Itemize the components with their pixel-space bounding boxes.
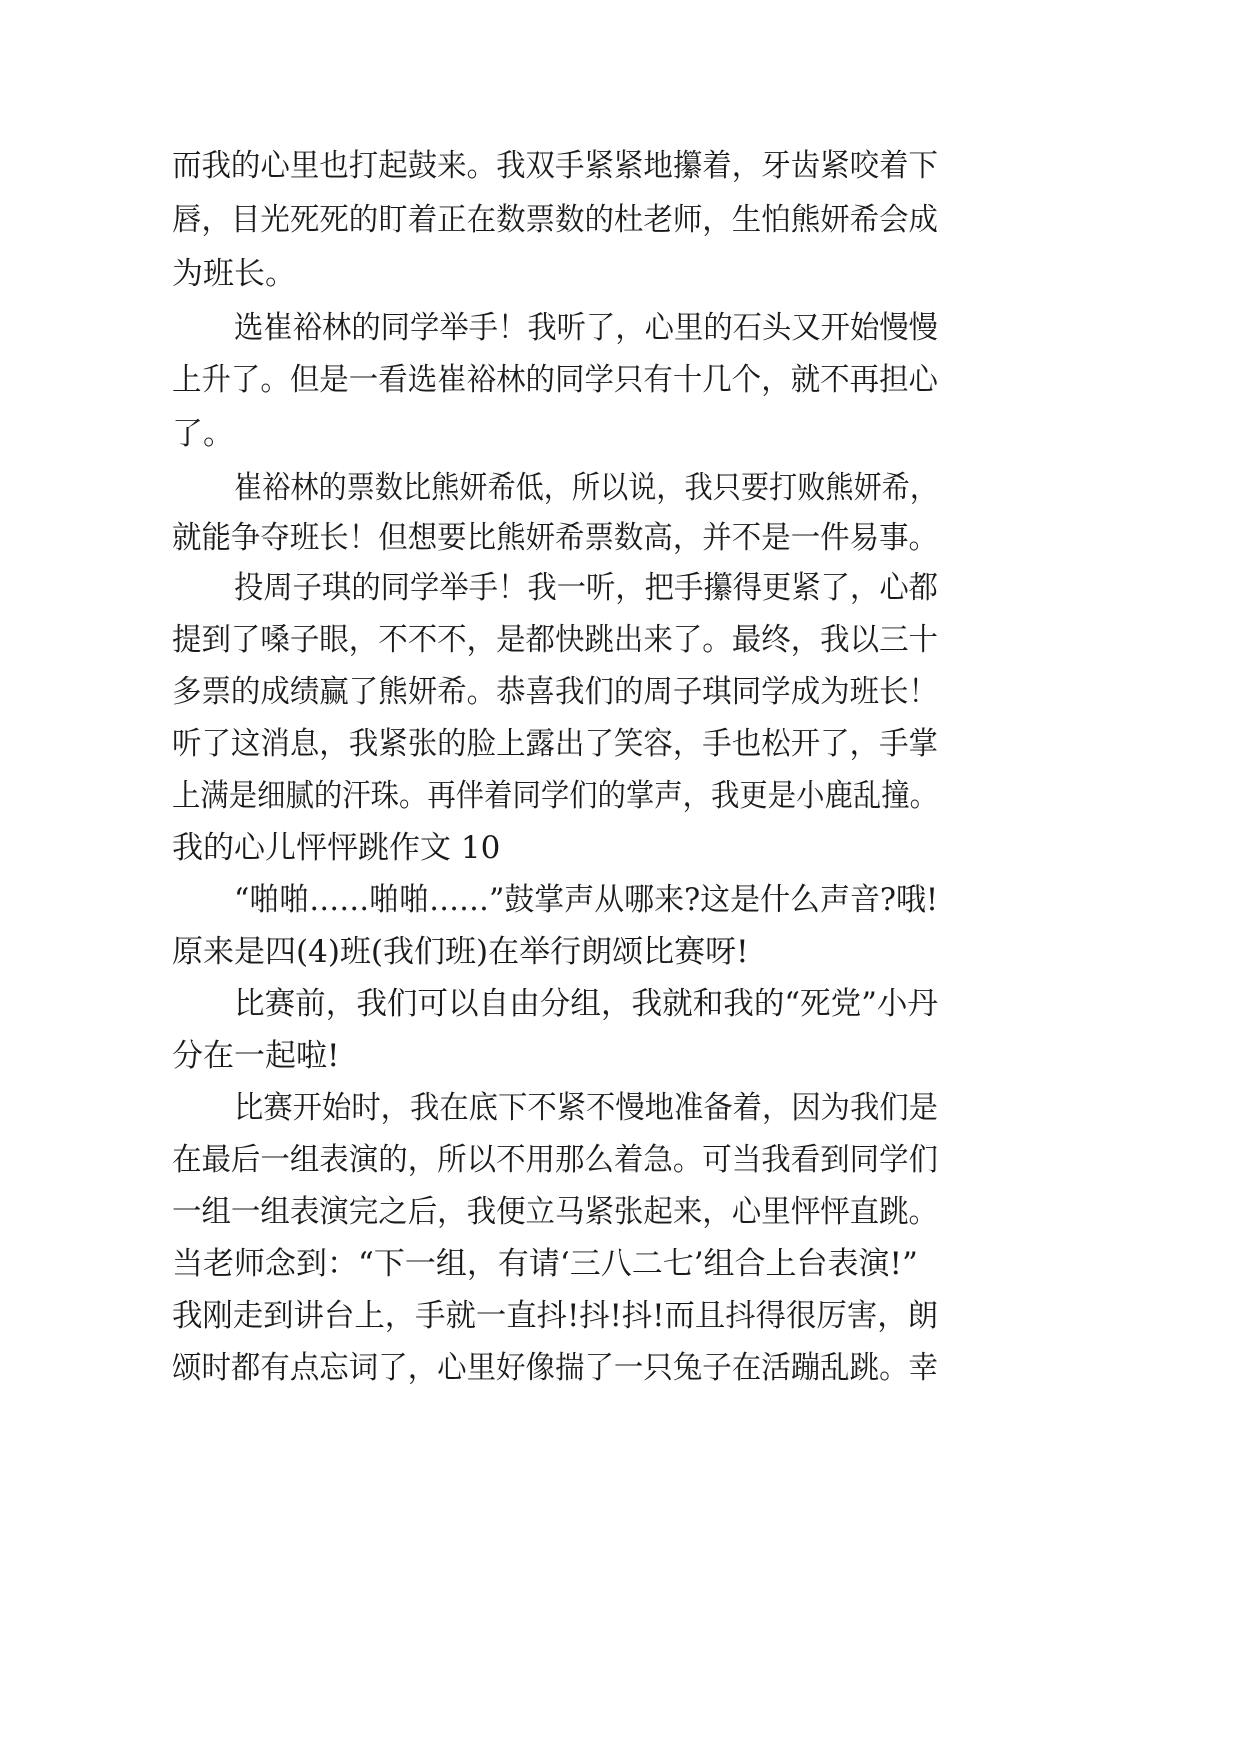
text-line bbox=[0, 194, 1241, 246]
line-text: 比赛前，我们可以自由分组，我就和我的“死党”小丹 bbox=[234, 986, 938, 1022]
text-line bbox=[0, 1290, 1241, 1342]
line-text: 分在一起啦! bbox=[172, 1038, 340, 1074]
text-line bbox=[0, 1238, 1241, 1290]
text-line bbox=[0, 978, 1241, 1030]
text-line bbox=[0, 140, 1241, 192]
line-text: 为班长。 bbox=[172, 256, 296, 292]
line-text: 听了这消息，我紧张的脸上露出了笑容，手也松开了，手掌 bbox=[172, 726, 938, 762]
text-line bbox=[0, 562, 1241, 614]
text-line bbox=[0, 354, 1241, 406]
text-line bbox=[0, 408, 1241, 460]
text-line bbox=[0, 1030, 1241, 1082]
line-text: 崔裕林的票数比熊妍希低，所以说，我只要打败熊妍希， bbox=[234, 470, 938, 506]
text-line bbox=[0, 462, 1241, 514]
text-line bbox=[0, 1186, 1241, 1238]
line-text: 一组一组表演完之后，我便立马紧张起来，心里怦怦直跳。 bbox=[172, 1194, 938, 1230]
text-line bbox=[0, 614, 1241, 666]
text-line bbox=[0, 926, 1241, 978]
line-text: 了。 bbox=[172, 416, 234, 452]
line-text: 颂时都有点忘词了，心里好像揣了一只兔子在活蹦乱跳。幸 bbox=[172, 1350, 938, 1386]
line-text: 就能争夺班长！但想要比熊妍希票数高，并不是一件易事。 bbox=[172, 520, 938, 556]
text-line bbox=[0, 666, 1241, 718]
text-line bbox=[0, 770, 1241, 822]
line-text: 多票的成绩赢了熊妍希。恭喜我们的周子琪同学成为班长！ bbox=[172, 674, 938, 710]
line-text: 我的心儿怦怦跳作文 10 bbox=[172, 830, 501, 866]
line-text: 上满是细腻的汗珠。再伴着同学们的掌声，我更是小鹿乱撞。 bbox=[172, 778, 938, 814]
text-line bbox=[0, 512, 1241, 564]
line-text: 我刚走到讲台上，手就一直抖!抖!抖!而且抖得很厉害，朗 bbox=[172, 1298, 938, 1334]
text-line bbox=[0, 248, 1241, 300]
line-text: 在最后一组表演的，所以不用那么着急。可当我看到同学们 bbox=[172, 1142, 938, 1178]
text-line bbox=[0, 718, 1241, 770]
line-text: “啪啪……啪啪……”鼓掌声从哪来?这是什么声音?哦! bbox=[234, 882, 938, 918]
text-line bbox=[0, 302, 1241, 354]
line-text: 选崔裕林的同学举手！我听了，心里的石头又开始慢慢 bbox=[234, 310, 938, 346]
text-line bbox=[0, 1342, 1241, 1394]
line-text: 原来是四(4)班(我们班)在举行朗颂比赛呀! bbox=[172, 934, 749, 970]
text-line bbox=[0, 1082, 1241, 1134]
text-line bbox=[0, 1134, 1241, 1186]
line-text: 当老师念到：“下一组，有请‘三八二七’组合上台表演!” bbox=[172, 1246, 918, 1282]
line-text: 而我的心里也打起鼓来。我双手紧紧地攥着，牙齿紧咬着下 bbox=[172, 148, 938, 184]
line-text: 唇，目光死死的盯着正在数票数的杜老师，生怕熊妍希会成 bbox=[172, 202, 938, 238]
line-text: 上升了。但是一看选崔裕林的同学只有十几个，就不再担心 bbox=[172, 362, 938, 398]
line-text: 比赛开始时，我在底下不紧不慢地准备着，因为我们是 bbox=[234, 1090, 938, 1126]
line-text: 提到了嗓子眼，不不不，是都快跳出来了。最终，我以三十 bbox=[172, 622, 938, 658]
text-line bbox=[0, 822, 1241, 874]
text-line bbox=[0, 874, 1241, 926]
line-text: 投周子琪的同学举手！我一听，把手攥得更紧了，心都 bbox=[234, 570, 938, 606]
